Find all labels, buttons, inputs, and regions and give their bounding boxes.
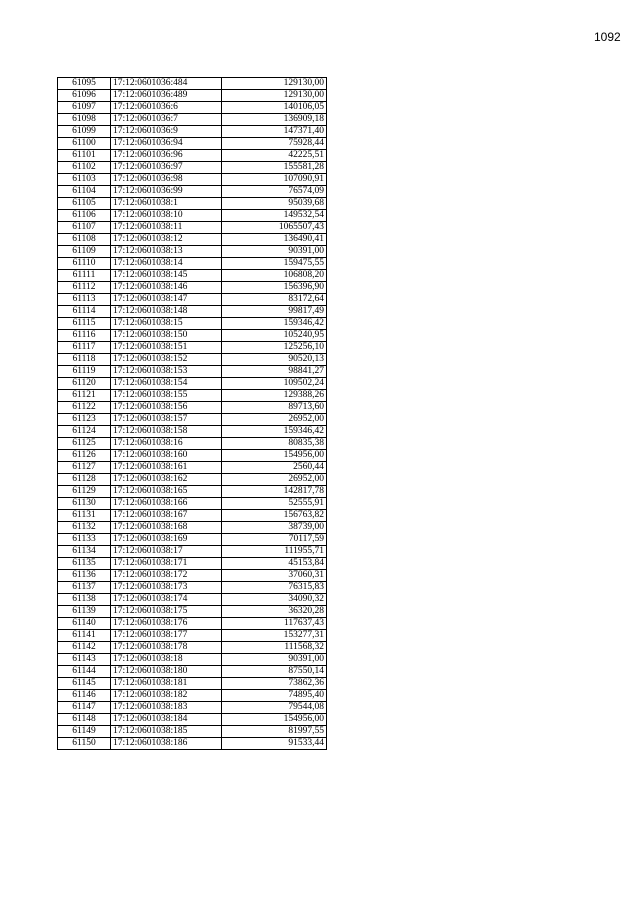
cadastral-value-cell: 26952,00 [222, 474, 327, 486]
cadastral-value-cell: 149532,54 [222, 210, 327, 222]
cadastral-number-cell: 17:12:0601038:169 [111, 534, 222, 546]
cadastral-number-cell: 17:12:0601036:6 [111, 102, 222, 114]
table-row [58, 654, 327, 666]
cadastral-value-cell: 129130,00 [222, 90, 327, 102]
cadastral-number-cell: 17:12:0601038:186 [111, 738, 222, 750]
cadastral-value-cell: 73862,36 [222, 678, 327, 690]
table-row [58, 138, 327, 150]
row-number-cell: 61111 [58, 270, 111, 282]
cadastral-number-cell: 17:12:0601038:161 [111, 462, 222, 474]
table-row [58, 210, 327, 222]
table-row [58, 258, 327, 270]
cadastral-number-cell: 17:12:0601038:160 [111, 450, 222, 462]
table-row [58, 534, 327, 546]
row-number-cell: 61147 [58, 702, 111, 714]
table-row [58, 402, 327, 414]
table-row [58, 246, 327, 258]
table-row [58, 558, 327, 570]
row-number-cell: 61106 [58, 210, 111, 222]
row-number-cell: 61124 [58, 426, 111, 438]
cadastral-number-cell: 17:12:0601038:15 [111, 318, 222, 330]
cadastral-value-cell: 142817,78 [222, 486, 327, 498]
row-number-cell: 61121 [58, 390, 111, 402]
table-row [58, 510, 327, 522]
row-number-cell: 61132 [58, 522, 111, 534]
cadastral-value-cell: 156763,82 [222, 510, 327, 522]
cadastral-value-cell: 76574,09 [222, 186, 327, 198]
cadastral-number-cell: 17:12:0601038:162 [111, 474, 222, 486]
cadastral-number-cell: 17:12:0601038:154 [111, 378, 222, 390]
row-number-cell: 61120 [58, 378, 111, 390]
cadastral-number-cell: 17:12:0601038:174 [111, 594, 222, 606]
table-row [58, 186, 327, 198]
row-number-cell: 61140 [58, 618, 111, 630]
cadastral-number-cell: 17:12:0601038:176 [111, 618, 222, 630]
row-number-cell: 61142 [58, 642, 111, 654]
cadastral-number-cell: 17:12:0601038:171 [111, 558, 222, 570]
table-row [58, 690, 327, 702]
cadastral-number-cell: 17:12:0601038:185 [111, 726, 222, 738]
cadastral-value-cell: 117637,43 [222, 618, 327, 630]
row-number-cell: 61127 [58, 462, 111, 474]
cadastral-value-cell: 70117,59 [222, 534, 327, 546]
row-number-cell: 61148 [58, 714, 111, 726]
row-number-cell: 61150 [58, 738, 111, 750]
cadastral-number-cell: 17:12:0601038:14 [111, 258, 222, 270]
cadastral-value-cell: 83172,64 [222, 294, 327, 306]
cadastral-value-cell: 90391,00 [222, 654, 327, 666]
cadastral-number-cell: 17:12:0601038:153 [111, 366, 222, 378]
row-number-cell: 61134 [58, 546, 111, 558]
row-number-cell: 61138 [58, 594, 111, 606]
cadastral-number-cell: 17:12:0601038:173 [111, 582, 222, 594]
row-number-cell: 61133 [58, 534, 111, 546]
row-number-cell: 61098 [58, 114, 111, 126]
cadastral-number-cell: 17:12:0601038:156 [111, 402, 222, 414]
row-number-cell: 61131 [58, 510, 111, 522]
table-row [58, 318, 327, 330]
table-row [58, 522, 327, 534]
cadastral-number-cell: 17:12:0601038:175 [111, 606, 222, 618]
cadastral-value-cell: 107090,91 [222, 174, 327, 186]
table-row [58, 714, 327, 726]
cadastral-number-cell: 17:12:0601038:16 [111, 438, 222, 450]
row-number-cell: 61117 [58, 342, 111, 354]
table-row [58, 78, 327, 90]
table-row [58, 282, 327, 294]
cadastral-value-cell: 154956,00 [222, 450, 327, 462]
cadastral-value-cell: 80835,38 [222, 438, 327, 450]
row-number-cell: 61128 [58, 474, 111, 486]
row-number-cell: 61129 [58, 486, 111, 498]
row-number-cell: 61125 [58, 438, 111, 450]
cadastral-number-cell: 17:12:0601038:181 [111, 678, 222, 690]
cadastral-number-cell: 17:12:0601038:17 [111, 546, 222, 558]
cadastral-value-cell: 109502,24 [222, 378, 327, 390]
row-number-cell: 61103 [58, 174, 111, 186]
cadastral-number-cell: 17:12:0601038:158 [111, 426, 222, 438]
cadastral-number-cell: 17:12:0601038:150 [111, 330, 222, 342]
cadastral-value-cell: 52555,91 [222, 498, 327, 510]
table-row [58, 102, 327, 114]
table-row [58, 90, 327, 102]
cadastral-value-table [57, 77, 327, 750]
row-number-cell: 61095 [58, 78, 111, 90]
cadastral-value-cell: 159346,42 [222, 426, 327, 438]
row-number-cell: 61130 [58, 498, 111, 510]
table-row [58, 354, 327, 366]
table-row [58, 174, 327, 186]
cadastral-number-cell: 17:12:0601038:145 [111, 270, 222, 282]
table-row [58, 582, 327, 594]
row-number-cell: 61144 [58, 666, 111, 678]
row-number-cell: 61118 [58, 354, 111, 366]
cadastral-number-cell: 17:12:0601038:184 [111, 714, 222, 726]
table-row [58, 474, 327, 486]
table-row [58, 498, 327, 510]
cadastral-value-cell: 154956,00 [222, 714, 327, 726]
cadastral-number-cell: 17:12:0601038:167 [111, 510, 222, 522]
table-row [58, 114, 327, 126]
table-row [58, 570, 327, 582]
cadastral-number-cell: 17:12:0601036:98 [111, 174, 222, 186]
cadastral-value-cell: 155581,28 [222, 162, 327, 174]
table-row [58, 606, 327, 618]
row-number-cell: 61113 [58, 294, 111, 306]
cadastral-number-cell: 17:12:0601036:7 [111, 114, 222, 126]
cadastral-number-cell: 17:12:0601038:183 [111, 702, 222, 714]
row-number-cell: 61122 [58, 402, 111, 414]
row-number-cell: 61096 [58, 90, 111, 102]
table-row [58, 378, 327, 390]
cadastral-value-cell: 136909,18 [222, 114, 327, 126]
cadastral-number-cell: 17:12:0601036:489 [111, 90, 222, 102]
table-row [58, 726, 327, 738]
row-number-cell: 61145 [58, 678, 111, 690]
cadastral-number-cell: 17:12:0601038:178 [111, 642, 222, 654]
cadastral-number-cell: 17:12:0601038:147 [111, 294, 222, 306]
table-row [58, 234, 327, 246]
row-number-cell: 61112 [58, 282, 111, 294]
cadastral-number-cell: 17:12:0601038:152 [111, 354, 222, 366]
row-number-cell: 61107 [58, 222, 111, 234]
row-number-cell: 61100 [58, 138, 111, 150]
row-number-cell: 61109 [58, 246, 111, 258]
cadastral-value-cell: 136490,41 [222, 234, 327, 246]
table-row [58, 270, 327, 282]
table-row [58, 426, 327, 438]
cadastral-value-cell: 75928,44 [222, 138, 327, 150]
table-row [58, 678, 327, 690]
cadastral-value-cell: 2560,44 [222, 462, 327, 474]
table-row [58, 162, 327, 174]
cadastral-value-cell: 76315,83 [222, 582, 327, 594]
table-row [58, 294, 327, 306]
table-row [58, 366, 327, 378]
cadastral-number-cell: 17:12:0601038:180 [111, 666, 222, 678]
row-number-cell: 61114 [58, 306, 111, 318]
cadastral-number-cell: 17:12:0601036:94 [111, 138, 222, 150]
cadastral-number-cell: 17:12:0601038:165 [111, 486, 222, 498]
row-number-cell: 61135 [58, 558, 111, 570]
table-row [58, 666, 327, 678]
row-number-cell: 61116 [58, 330, 111, 342]
table-body [58, 78, 327, 750]
table-row [58, 222, 327, 234]
table-row [58, 486, 327, 498]
cadastral-value-cell: 129388,26 [222, 390, 327, 402]
table-row [58, 414, 327, 426]
row-number-cell: 61110 [58, 258, 111, 270]
row-number-cell: 61126 [58, 450, 111, 462]
cadastral-value-cell: 37060,31 [222, 570, 327, 582]
row-number-cell: 61137 [58, 582, 111, 594]
cadastral-value-cell: 38739,00 [222, 522, 327, 534]
cadastral-number-cell: 17:12:0601038:11 [111, 222, 222, 234]
cadastral-value-cell: 90520,13 [222, 354, 327, 366]
cadastral-number-cell: 17:12:0601038:148 [111, 306, 222, 318]
row-number-cell: 61139 [58, 606, 111, 618]
cadastral-value-cell: 81997,55 [222, 726, 327, 738]
cadastral-value-cell: 79544,08 [222, 702, 327, 714]
row-number-cell: 61136 [58, 570, 111, 582]
cadastral-value-cell: 45153,84 [222, 558, 327, 570]
cadastral-number-cell: 17:12:0601038:166 [111, 498, 222, 510]
table-row [58, 198, 327, 210]
cadastral-value-cell: 156396,90 [222, 282, 327, 294]
cadastral-value-cell: 26952,00 [222, 414, 327, 426]
cadastral-number-cell: 17:12:0601038:12 [111, 234, 222, 246]
cadastral-number-cell: 17:12:0601038:13 [111, 246, 222, 258]
row-number-cell: 61149 [58, 726, 111, 738]
cadastral-value-cell: 105240,95 [222, 330, 327, 342]
row-number-cell: 61097 [58, 102, 111, 114]
cadastral-number-cell: 17:12:0601038:177 [111, 630, 222, 642]
cadastral-number-cell: 17:12:0601038:172 [111, 570, 222, 582]
cadastral-value-cell: 90391,00 [222, 246, 327, 258]
cadastral-number-cell: 17:12:0601038:168 [111, 522, 222, 534]
cadastral-number-cell: 17:12:0601036:96 [111, 150, 222, 162]
cadastral-value-cell: 1065507,43 [222, 222, 327, 234]
table-row [58, 546, 327, 558]
cadastral-value-cell: 153277,31 [222, 630, 327, 642]
cadastral-number-cell: 17:12:0601038:1 [111, 198, 222, 210]
cadastral-value-cell: 99817,49 [222, 306, 327, 318]
table-row [58, 618, 327, 630]
page-number: 1092 [594, 30, 621, 44]
cadastral-value-cell: 34090,32 [222, 594, 327, 606]
row-number-cell: 61105 [58, 198, 111, 210]
row-number-cell: 61104 [58, 186, 111, 198]
table-row [58, 438, 327, 450]
table-row [58, 330, 327, 342]
cadastral-value-cell: 159346,42 [222, 318, 327, 330]
cadastral-number-cell: 17:12:0601038:182 [111, 690, 222, 702]
cadastral-value-cell: 98841,27 [222, 366, 327, 378]
cadastral-value-cell: 111568,32 [222, 642, 327, 654]
cadastral-number-cell: 17:12:0601036:99 [111, 186, 222, 198]
table-row [58, 462, 327, 474]
cadastral-value-cell: 91533,44 [222, 738, 327, 750]
cadastral-value-cell: 106808,20 [222, 270, 327, 282]
cadastral-number-cell: 17:12:0601036:9 [111, 126, 222, 138]
row-number-cell: 61099 [58, 126, 111, 138]
table-row [58, 630, 327, 642]
cadastral-number-cell: 17:12:0601038:157 [111, 414, 222, 426]
table-row [58, 390, 327, 402]
cadastral-value-cell: 111955,71 [222, 546, 327, 558]
table-row [58, 450, 327, 462]
table-row [58, 126, 327, 138]
cadastral-number-cell: 17:12:0601038:18 [111, 654, 222, 666]
table-row [58, 702, 327, 714]
cadastral-value-cell: 87550,14 [222, 666, 327, 678]
table-row [58, 642, 327, 654]
cadastral-number-cell: 17:12:0601038:146 [111, 282, 222, 294]
row-number-cell: 61141 [58, 630, 111, 642]
cadastral-value-cell: 159475,55 [222, 258, 327, 270]
cadastral-number-cell: 17:12:0601038:155 [111, 390, 222, 402]
row-number-cell: 61108 [58, 234, 111, 246]
row-number-cell: 61115 [58, 318, 111, 330]
row-number-cell: 61119 [58, 366, 111, 378]
row-number-cell: 61102 [58, 162, 111, 174]
cadastral-number-cell: 17:12:0601038:10 [111, 210, 222, 222]
cadastral-value-cell: 125256,10 [222, 342, 327, 354]
cadastral-number-cell: 17:12:0601038:151 [111, 342, 222, 354]
table-row [58, 594, 327, 606]
row-number-cell: 61123 [58, 414, 111, 426]
table-row [58, 150, 327, 162]
cadastral-value-cell: 36320,28 [222, 606, 327, 618]
cadastral-value-cell: 140106,05 [222, 102, 327, 114]
cadastral-number-cell: 17:12:0601036:484 [111, 78, 222, 90]
table-row [58, 306, 327, 318]
row-number-cell: 61146 [58, 690, 111, 702]
row-number-cell: 61143 [58, 654, 111, 666]
cadastral-value-cell: 42225,51 [222, 150, 327, 162]
cadastral-value-cell: 95039,68 [222, 198, 327, 210]
table-row [58, 342, 327, 354]
cadastral-value-cell: 129130,00 [222, 78, 327, 90]
table-row [58, 738, 327, 750]
cadastral-value-cell: 147371,40 [222, 126, 327, 138]
row-number-cell: 61101 [58, 150, 111, 162]
cadastral-value-cell: 89713,60 [222, 402, 327, 414]
cadastral-number-cell: 17:12:0601036:97 [111, 162, 222, 174]
cadastral-value-cell: 74895,40 [222, 690, 327, 702]
